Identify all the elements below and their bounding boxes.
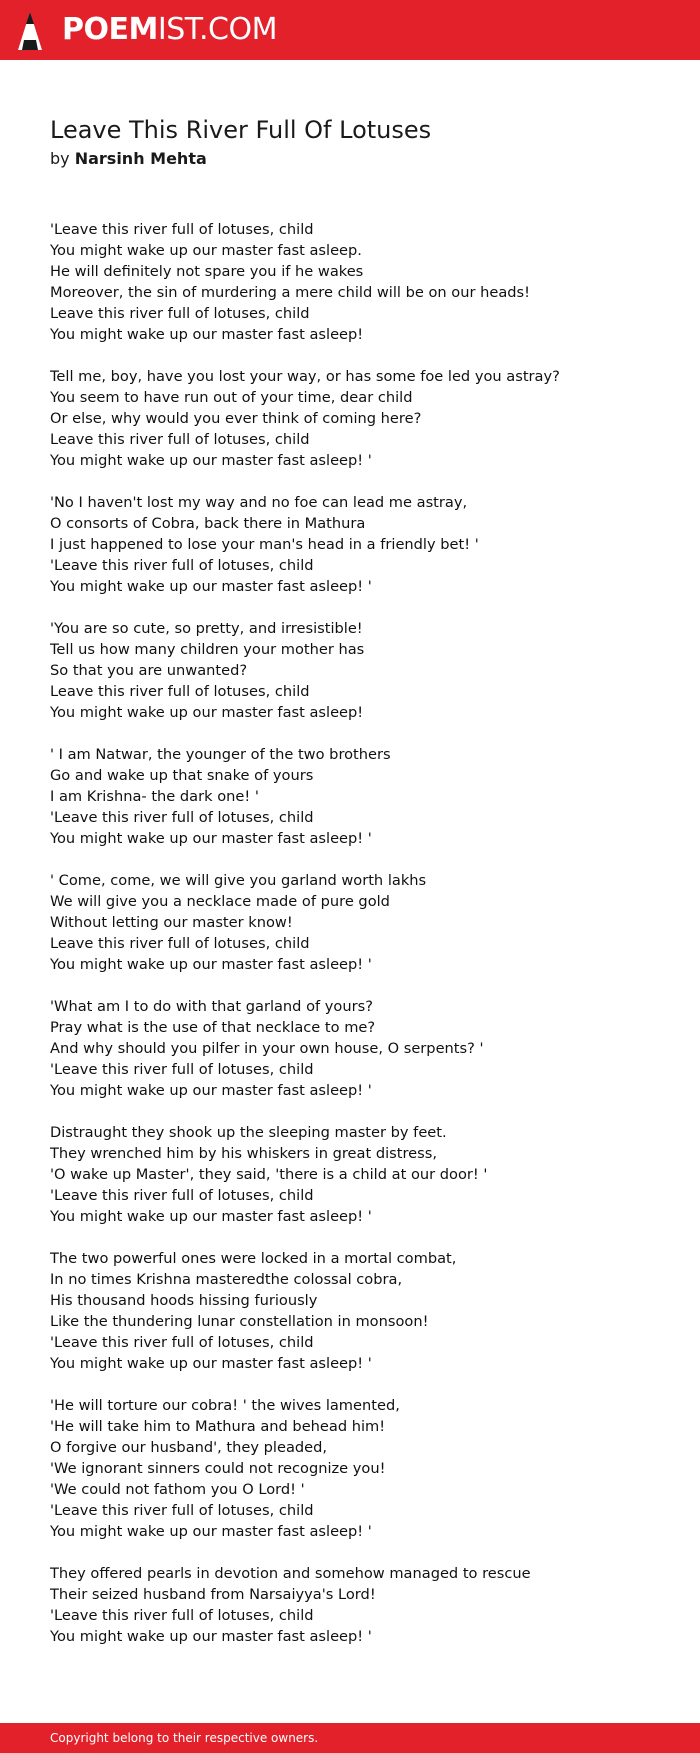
- stanza: [50, 492, 670, 597]
- poem-line: Or else, why would you ever think of coming here?: [50, 410, 422, 427]
- poem-line: He will definitely not spare you if he wakes: [50, 263, 364, 280]
- poem-body: [50, 219, 670, 1668]
- poem-line: You might wake up our master fast asleep.: [50, 242, 362, 259]
- poem-line: ' I am Natwar, the younger of the two brothers: [50, 746, 391, 763]
- stanza: [50, 618, 670, 723]
- logo-light-text: IST.COM: [157, 12, 277, 47]
- poem-line: You might wake up our master fast asleep!: [50, 326, 364, 343]
- site-header: [0, 0, 700, 60]
- logo-bold-text: POEM: [62, 12, 158, 47]
- poem-line: In no times Krishna masteredthe colossal cobra,: [50, 1271, 403, 1288]
- poem-line: 'He will take him to Mathura and behead him!: [50, 1418, 386, 1435]
- poem-line: You seem to have run out of your time, dear child: [50, 389, 413, 406]
- poem-line: O consorts of Cobra, back there in Mathura: [50, 515, 366, 532]
- poem-line: You might wake up our master fast asleep! ': [50, 1208, 372, 1225]
- poem-line: Like the thundering lunar constellation in monsoon!: [50, 1313, 429, 1330]
- pencil-tip-icon[interactable]: [16, 10, 44, 52]
- poem-line: We will give you a necklace made of pure gold: [50, 893, 390, 910]
- copyright-text: Copyright belong to their respective owners.: [50, 1731, 319, 1745]
- poem-line: You might wake up our master fast asleep!: [50, 704, 364, 721]
- poem-title: Leave This River Full Of Lotuses: [50, 116, 432, 144]
- poem-line: You might wake up our master fast asleep! ': [50, 578, 372, 595]
- poem-author: Narsinh Mehta: [74, 149, 207, 168]
- poem-line: 'Leave this river full of lotuses, child: [50, 1607, 314, 1624]
- stanza: [50, 996, 670, 1101]
- poem-line: They offered pearls in devotion and somehow managed to rescue: [50, 1565, 531, 1582]
- poem-line: I am Krishna- the dark one! ': [50, 788, 259, 805]
- poem-line: Tell us how many children your mother has: [50, 641, 365, 658]
- poem-line: You might wake up our master fast asleep! ': [50, 452, 372, 469]
- poem-line: Moreover, the sin of murdering a mere child will be on our heads!: [50, 284, 530, 301]
- poem-line: 'Leave this river full of lotuses, child: [50, 1502, 314, 1519]
- poem-line: They wrenched him by his whiskers in great distress,: [50, 1145, 437, 1162]
- poem-line: The two powerful ones were locked in a mortal combat,: [50, 1250, 457, 1267]
- stanza: [50, 744, 670, 849]
- poem-line: O forgive our husband', they pleaded,: [50, 1439, 328, 1456]
- poem-line: And why should you pilfer in your own house, O serpents? ': [50, 1040, 484, 1057]
- poem-line: 'Leave this river full of lotuses, child: [50, 1334, 314, 1351]
- poem-line: So that you are unwanted?: [50, 662, 248, 679]
- stanza: [50, 1122, 670, 1227]
- poem-line: Leave this river full of lotuses, child: [50, 431, 310, 448]
- poem-line: Pray what is the use of that necklace to me?: [50, 1019, 376, 1036]
- poem-line: Leave this river full of lotuses, child: [50, 305, 310, 322]
- poem-line: You might wake up our master fast asleep! ': [50, 1355, 372, 1372]
- poem-line: You might wake up our master fast asleep! ': [50, 1082, 372, 1099]
- poem-line: Without letting our master know!: [50, 914, 293, 931]
- stanza: [50, 870, 670, 975]
- poem-byline: [50, 149, 207, 169]
- stanza: [50, 1248, 670, 1374]
- poem-line: 'What am I to do with that garland of yours?: [50, 998, 373, 1015]
- poem-line: Tell me, boy, have you lost your way, or has some foe led you astray?: [50, 368, 560, 385]
- poem-line: 'We ignorant sinners could not recognize you!: [50, 1460, 386, 1477]
- poem-line: 'No I haven't lost my way and no foe can lead me astray,: [50, 494, 468, 511]
- poem-line: Go and wake up that snake of yours: [50, 767, 314, 784]
- stanza: [50, 219, 670, 345]
- poem-line: Leave this river full of lotuses, child: [50, 683, 310, 700]
- site-logo[interactable]: [62, 12, 277, 48]
- poem-line: I just happened to lose your man's head in a friendly bet! ': [50, 536, 479, 553]
- poem-line: 'He will torture our cobra! ' the wives lamented,: [50, 1397, 400, 1414]
- poem-line: Distraught they shook up the sleeping master by feet.: [50, 1124, 447, 1141]
- poem-line: You might wake up our master fast asleep! ': [50, 830, 372, 847]
- stanza: [50, 1395, 670, 1542]
- poem-line: Leave this river full of lotuses, child: [50, 935, 310, 952]
- poem-line: You might wake up our master fast asleep! ': [50, 1628, 372, 1645]
- poem-line: 'Leave this river full of lotuses, child: [50, 1061, 314, 1078]
- poem-line: You might wake up our master fast asleep! ': [50, 1523, 372, 1540]
- stanza: [50, 366, 670, 471]
- poem-line: ' Come, come, we will give you garland worth lakhs: [50, 872, 427, 889]
- poem-line: 'Leave this river full of lotuses, child: [50, 809, 314, 826]
- poem-line: 'Leave this river full of lotuses, child: [50, 221, 314, 238]
- poem-line: 'We could not fathom you O Lord! ': [50, 1481, 305, 1498]
- poem-line: 'Leave this river full of lotuses, child: [50, 557, 314, 574]
- site-footer: [0, 1723, 700, 1753]
- stanza: [50, 1563, 670, 1647]
- poem-line: His thousand hoods hissing furiously: [50, 1292, 318, 1309]
- poem-line: You might wake up our master fast asleep! ': [50, 956, 372, 973]
- poem-line: 'Leave this river full of lotuses, child: [50, 1187, 314, 1204]
- poem-line: Their seized husband from Narsaiyya's Lord!: [50, 1586, 376, 1603]
- by-label: by: [50, 149, 70, 168]
- poem-line: 'You are so cute, so pretty, and irresistible!: [50, 620, 363, 637]
- poem-line: 'O wake up Master', they said, 'there is a child at our door! ': [50, 1166, 488, 1183]
